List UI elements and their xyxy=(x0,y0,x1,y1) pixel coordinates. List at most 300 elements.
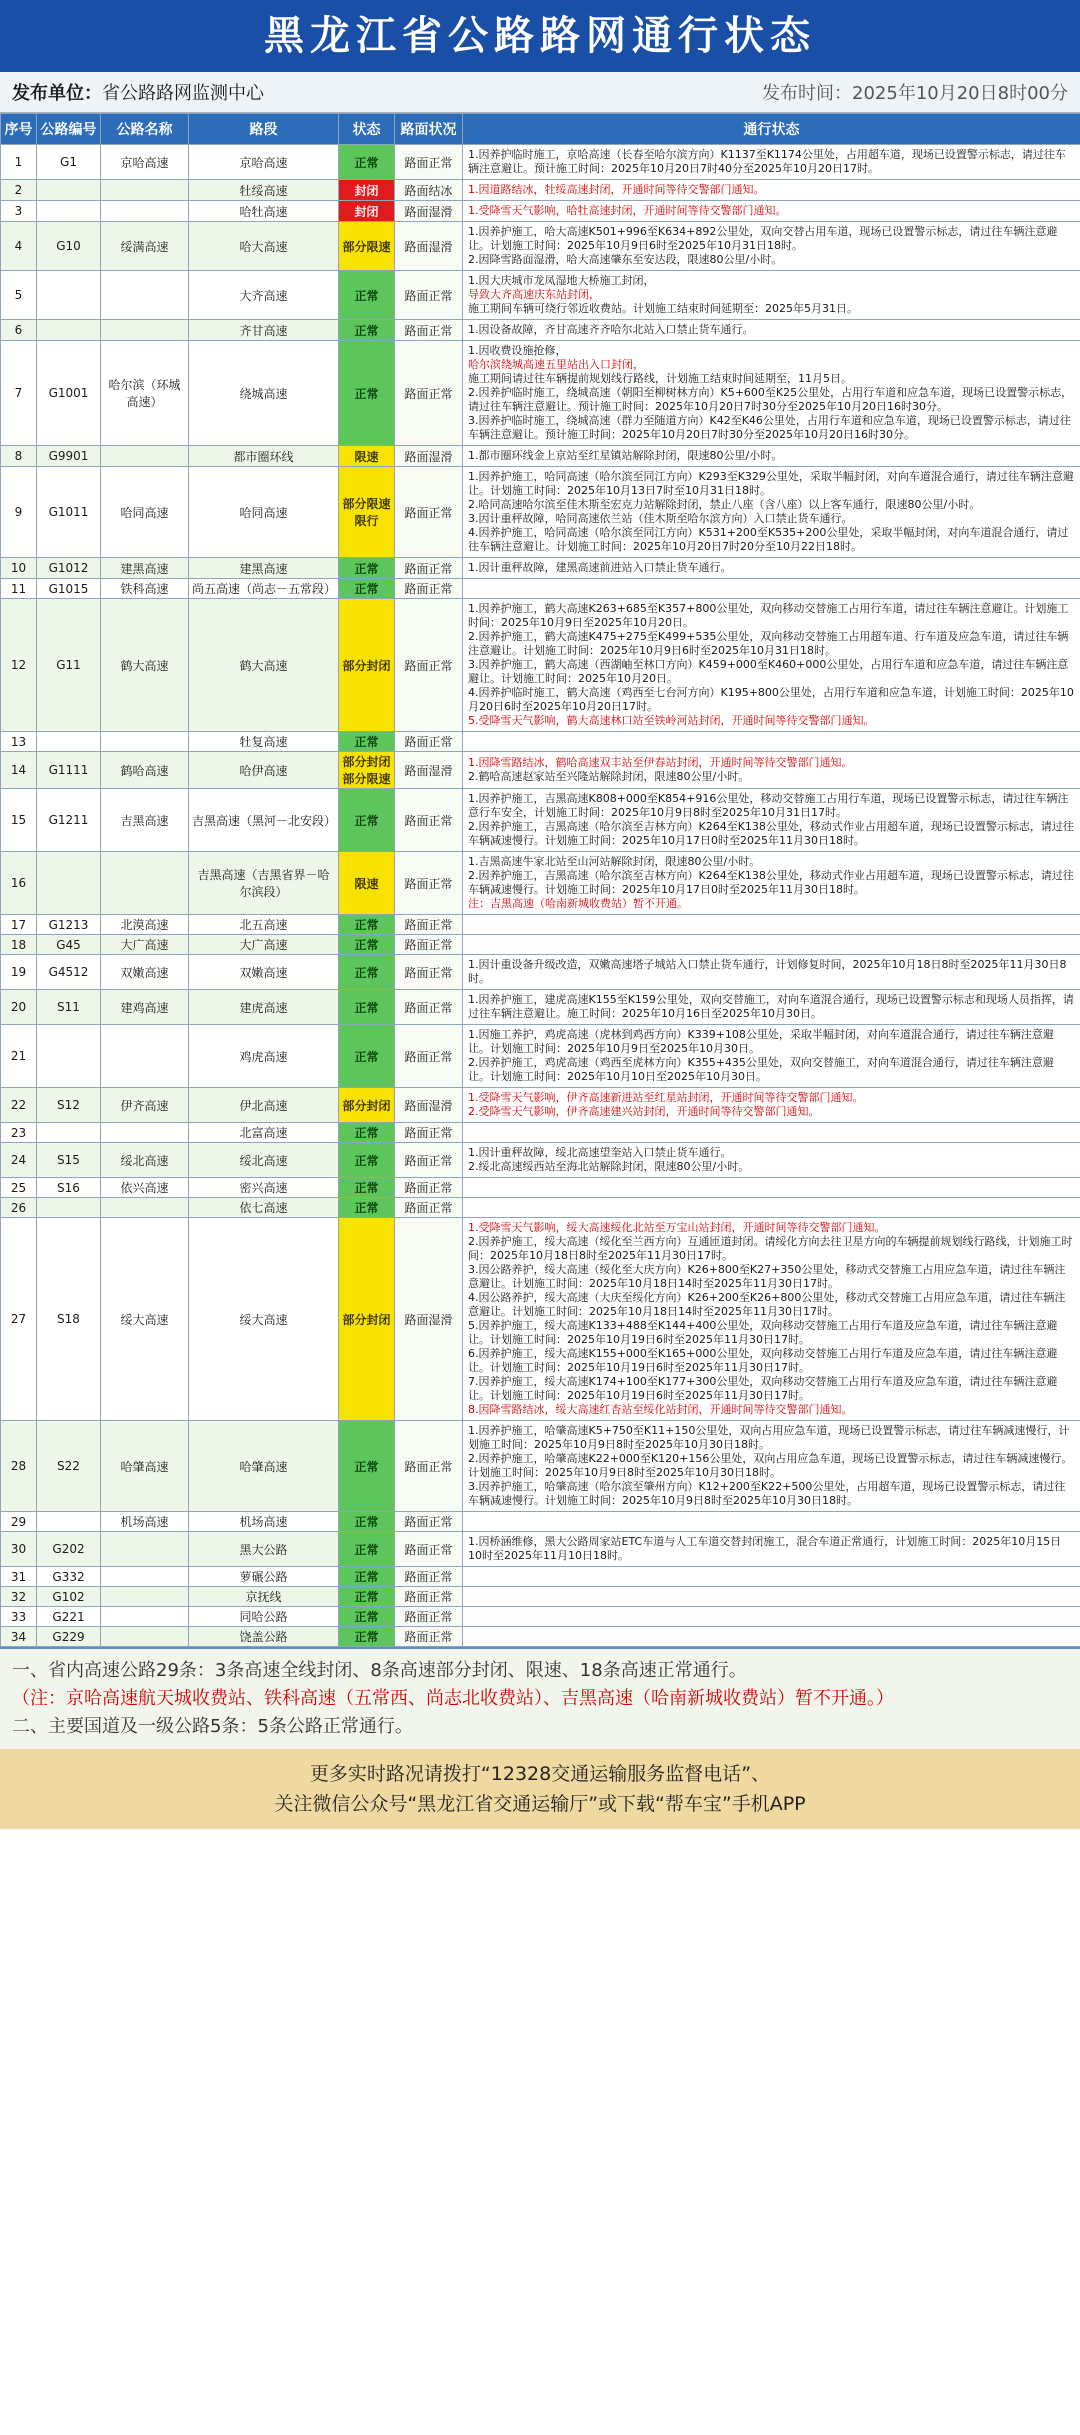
row-description xyxy=(463,1421,1080,1512)
row-description xyxy=(463,852,1080,915)
row-section: 黑大公路 xyxy=(189,1532,339,1567)
row-section: 京抚线 xyxy=(189,1587,339,1607)
row-description xyxy=(463,1198,1080,1218)
row-description xyxy=(463,1607,1080,1627)
row-condition: 路面正常 xyxy=(395,1178,463,1198)
row-description xyxy=(463,579,1080,599)
row-name: 吉黑高速 xyxy=(101,789,189,852)
row-status: 正常 xyxy=(339,145,395,180)
row-code: G202 xyxy=(37,1532,101,1567)
row-seq: 16 xyxy=(1,852,37,915)
row-code xyxy=(37,320,101,341)
row-code xyxy=(37,1512,101,1532)
row-seq: 21 xyxy=(1,1025,37,1088)
publisher-label: 发布单位： xyxy=(12,83,102,104)
row-section: 都市圈环线 xyxy=(189,446,339,467)
row-condition: 路面正常 xyxy=(395,789,463,852)
row-section: 伊北高速 xyxy=(189,1088,339,1123)
row-name xyxy=(101,1025,189,1088)
description-line: 2.受降雪天气影响，伊齐高速建兴站封闭，开通时间等待交警部门通知。 xyxy=(468,1105,820,1118)
row-name xyxy=(101,1532,189,1567)
row-status: 正常 xyxy=(339,1627,395,1647)
road-status-table xyxy=(0,113,1080,1647)
row-code: S11 xyxy=(37,990,101,1025)
description-line: 施工期间请过往车辆提前规划线行路线，计划施工结束时间延期至，11月5日。 xyxy=(468,372,852,385)
row-seq: 15 xyxy=(1,789,37,852)
row-description xyxy=(463,955,1080,990)
description-line: 2.因养护施工，吉黑高速（哈尔滨至吉林方向）K264至K138公里处，移动式作业占用超车道，现场已设置警示标志，请过往车辆减速慢行。计划施工时间：2025年10月17日0时至2025年11月30日18时。 xyxy=(468,869,1074,896)
row-status: 正常 xyxy=(339,1198,395,1218)
row-section: 京哈高速 xyxy=(189,145,339,180)
row-status: 封闭 xyxy=(339,180,395,201)
description-line: 2.哈同高速哈尔滨至佳木斯至宏克力站解除封闭，禁止八座（含八座）以上客车通行，限速80公里/小时。 xyxy=(468,498,981,511)
row-description xyxy=(463,990,1080,1025)
row-seq: 12 xyxy=(1,599,37,732)
table-row xyxy=(1,1532,1080,1567)
row-description xyxy=(463,1218,1080,1421)
row-section: 建虎高速 xyxy=(189,990,339,1025)
row-seq: 32 xyxy=(1,1587,37,1607)
row-condition: 路面正常 xyxy=(395,467,463,558)
row-seq: 34 xyxy=(1,1627,37,1647)
row-seq: 22 xyxy=(1,1088,37,1123)
row-code xyxy=(37,732,101,752)
row-seq: 31 xyxy=(1,1567,37,1587)
row-section: 饶盖公路 xyxy=(189,1627,339,1647)
row-name: 建鸡高速 xyxy=(101,990,189,1025)
row-status: 限速 xyxy=(339,446,395,467)
row-section: 尚五高速（尚志－五常段） xyxy=(189,579,339,599)
table-row xyxy=(1,1607,1080,1627)
row-condition: 路面湿滑 xyxy=(395,752,463,789)
row-section: 北五高速 xyxy=(189,915,339,935)
row-status: 正常 xyxy=(339,935,395,955)
table-row xyxy=(1,990,1080,1025)
table-row xyxy=(1,271,1080,320)
row-name xyxy=(101,1587,189,1607)
description-line: 1.受降雪天气影响，伊齐高速新进站至红星站封闭，开通时间等待交警部门通知。 xyxy=(468,1091,864,1104)
row-section: 哈肇高速 xyxy=(189,1421,339,1512)
row-status: 限速 xyxy=(339,852,395,915)
row-code: G1015 xyxy=(37,579,101,599)
table-row xyxy=(1,935,1080,955)
row-condition: 路面正常 xyxy=(395,732,463,752)
table-row xyxy=(1,1178,1080,1198)
row-seq: 27 xyxy=(1,1218,37,1421)
table-row xyxy=(1,201,1080,222)
table-row xyxy=(1,222,1080,271)
table-row xyxy=(1,915,1080,935)
row-condition: 路面正常 xyxy=(395,271,463,320)
row-condition: 路面正常 xyxy=(395,1421,463,1512)
table-row xyxy=(1,752,1080,789)
header-status: 状态 xyxy=(339,114,395,145)
description-line: 1.因养护施工，哈大高速K501+996至K634+892公里处，双向交替占用车道，现场已设置警示标志，请过往车辆注意避让。计划施工时间：2025年10月9日6时至2025年10月31日18时。 xyxy=(468,225,1058,252)
row-condition: 路面湿滑 xyxy=(395,1088,463,1123)
row-description xyxy=(463,1088,1080,1123)
row-name: 鹤哈高速 xyxy=(101,752,189,789)
row-status: 正常 xyxy=(339,990,395,1025)
row-code xyxy=(37,852,101,915)
row-name: 建黑高速 xyxy=(101,558,189,579)
row-condition: 路面正常 xyxy=(395,558,463,579)
page-title: 黑龙江省公路路网通行状态 xyxy=(0,0,1080,72)
row-condition: 路面正常 xyxy=(395,1512,463,1532)
row-condition: 路面正常 xyxy=(395,915,463,935)
row-name: 机场高速 xyxy=(101,1512,189,1532)
row-seq: 24 xyxy=(1,1143,37,1178)
row-section: 绥北高速 xyxy=(189,1143,339,1178)
row-code: G1011 xyxy=(37,467,101,558)
description-line: 1.受降雪天气影响，绥大高速绥化北站至万宝山站封闭，开通时间等待交警部门通知。 xyxy=(468,1221,886,1234)
row-seq: 25 xyxy=(1,1178,37,1198)
row-name xyxy=(101,446,189,467)
row-name xyxy=(101,320,189,341)
row-condition: 路面正常 xyxy=(395,852,463,915)
row-name: 伊齐高速 xyxy=(101,1088,189,1123)
description-line: 3.因养护临时施工，绕城高速（群力至随道方向）K42至K46公里处，占用行车道和应急车道，现场已设置警示标志，请过往车辆注意避让。预计施工时间：2025年10月20日7时30分至2025年10月20日16时30分。 xyxy=(468,414,1071,441)
row-code: S16 xyxy=(37,1178,101,1198)
row-name: 哈肇高速 xyxy=(101,1421,189,1512)
row-description xyxy=(463,145,1080,180)
row-seq: 17 xyxy=(1,915,37,935)
publisher-value: 省公路路网监测中心 xyxy=(102,83,264,104)
row-code: G332 xyxy=(37,1567,101,1587)
row-code: G102 xyxy=(37,1587,101,1607)
summary-line-3: 二、主要国道及一级公路5条：5条公路正常通行。 xyxy=(12,1716,413,1737)
row-name: 绥北高速 xyxy=(101,1143,189,1178)
row-code: G1111 xyxy=(37,752,101,789)
row-section: 哈大高速 xyxy=(189,222,339,271)
footer-line-1: 更多实时路况请拨打“12328交通运输服务监督电话”、 xyxy=(309,1763,771,1785)
description-line: 1.因养护施工，哈同高速（哈尔滨至同江方向）K293至K329公里处，采取半幅封闭，对向车道混合通行，请过往车辆注意避让。计划施工时间：2025年10月13日7时至10月31日18时。 xyxy=(468,470,1074,497)
row-name: 双嫩高速 xyxy=(101,955,189,990)
row-description xyxy=(463,201,1080,222)
description-line: 1.受降雪天气影响，哈牡高速封闭，开通时间等待交警部门通知。 xyxy=(468,204,787,217)
row-condition: 路面正常 xyxy=(395,145,463,180)
row-section: 绥大高速 xyxy=(189,1218,339,1421)
description-line: 1.因计重秤故障，绥北高速望奎站入口禁止货车通行。 xyxy=(468,1146,732,1159)
description-line: 1.因计重秤故障，建黑高速前进站入口禁止货车通行。 xyxy=(468,561,732,574)
table-row xyxy=(1,1143,1080,1178)
row-code: G11 xyxy=(37,599,101,732)
row-description xyxy=(463,446,1080,467)
table-row xyxy=(1,341,1080,446)
row-seq: 5 xyxy=(1,271,37,320)
row-seq: 6 xyxy=(1,320,37,341)
row-code xyxy=(37,201,101,222)
row-condition: 路面正常 xyxy=(395,1198,463,1218)
row-status: 正常 xyxy=(339,558,395,579)
row-code: S12 xyxy=(37,1088,101,1123)
row-section: 密兴高速 xyxy=(189,1178,339,1198)
table-body xyxy=(1,145,1080,1647)
description-line: 1.因道路结冰，牡绥高速封闭，开通时间等待交警部门通知。 xyxy=(468,183,765,196)
row-status: 正常 xyxy=(339,1143,395,1178)
row-name: 绥大高速 xyxy=(101,1218,189,1421)
row-code: G4512 xyxy=(37,955,101,990)
row-condition: 路面正常 xyxy=(395,990,463,1025)
summary-line-1: 一、省内高速公路29条：3条高速全线封闭、8条高速部分封闭、限速、18条高速正常通行。 xyxy=(12,1660,747,1681)
description-line: 1.因养护施工，吉黑高速K808+000至K854+916公里处，移动交替施工占用行车道，现场已设置警示标志，请过往车辆注意行车安全，计划施工时间：2025年10月9日8时至2025年10月31日17时。 xyxy=(468,792,1069,819)
description-line: 注：吉黑高速（哈南新城收费站）暂不开通。 xyxy=(468,897,688,910)
row-seq: 11 xyxy=(1,579,37,599)
row-code: G10 xyxy=(37,222,101,271)
description-line: 1.因大庆城市龙凤湿地大桥施工封闭， xyxy=(468,274,655,287)
description-line: 1.因养护施工，哈肇高速K5+750至K11+150公里处，双向占用应急车道，现场已设置警示标志，请过往车辆减速慢行，计划施工时间：2025年10月9日8时至2025年10月30日18时。 xyxy=(468,1424,1070,1451)
table-row xyxy=(1,1198,1080,1218)
row-name: 依兴高速 xyxy=(101,1178,189,1198)
row-name xyxy=(101,271,189,320)
row-seq: 10 xyxy=(1,558,37,579)
row-code xyxy=(37,271,101,320)
header-condition: 路面状况 xyxy=(395,114,463,145)
description-line: 4.因公路养护，绥大高速（大庆至绥化方向）K26+200至K26+800公里处，移动式交替施工占用应急车道，请过往车辆注意避让。计划施工时间：2025年10月18日14时至2025年11月30日17时。 xyxy=(468,1291,1066,1318)
description-line: 2.因降雪路面湿滑，哈大高速肇东至安达段，限速80公里/小时。 xyxy=(468,253,783,266)
row-section: 哈牡高速 xyxy=(189,201,339,222)
row-condition: 路面正常 xyxy=(395,1587,463,1607)
table-row xyxy=(1,1025,1080,1088)
row-code: S22 xyxy=(37,1421,101,1512)
description-line: 1.因施工养护，鸡虎高速（虎林到鸡西方向）K339+108公里处，采取半幅封闭，对向车道混合通行，请过往车辆注意避让。计划施工时间：2025年10月9日至2025年10月30日。 xyxy=(468,1028,1054,1055)
row-condition: 路面正常 xyxy=(395,1532,463,1567)
row-status: 正常 xyxy=(339,341,395,446)
row-description xyxy=(463,915,1080,935)
row-status: 正常 xyxy=(339,955,395,990)
row-description xyxy=(463,1587,1080,1607)
row-seq: 4 xyxy=(1,222,37,271)
row-section: 同哈公路 xyxy=(189,1607,339,1627)
table-row xyxy=(1,145,1080,180)
row-section: 北富高速 xyxy=(189,1123,339,1143)
header-code: 公路编号 xyxy=(37,114,101,145)
row-code: G1211 xyxy=(37,789,101,852)
table-row xyxy=(1,852,1080,915)
row-status: 正常 xyxy=(339,271,395,320)
row-name: 鹤大高速 xyxy=(101,599,189,732)
description-line: 6.因养护施工，绥大高速K155+000至K165+000公里处，双向移动交替施工占用行车道及应急车道，请过往车辆注意避让。计划施工时间：2025年10月19日6时至2025年11月30日17时。 xyxy=(468,1347,1058,1374)
description-line: 3.因养护施工，鹤大高速（西湖岫至林口方向）K459+000至K460+000公里处，占用行车道和应急车道，请过往车辆注意避让。计划施工时间：2025年10月20日。 xyxy=(468,658,1069,685)
table-row xyxy=(1,789,1080,852)
row-status: 正常 xyxy=(339,579,395,599)
row-seq: 14 xyxy=(1,752,37,789)
row-description xyxy=(463,1532,1080,1567)
row-status: 正常 xyxy=(339,732,395,752)
row-description xyxy=(463,752,1080,789)
row-description xyxy=(463,558,1080,579)
row-name xyxy=(101,852,189,915)
row-status: 部分限速 xyxy=(339,222,395,271)
row-code: G1213 xyxy=(37,915,101,935)
description-line: 施工期间车辆可绕行邻近收费站。计划施工结束时间延期至：2025年5月31日。 xyxy=(468,302,858,315)
row-section: 大广高速 xyxy=(189,935,339,955)
row-name xyxy=(101,732,189,752)
description-line: 1.因收费设施抢修， xyxy=(468,344,567,357)
header-section: 路段 xyxy=(189,114,339,145)
row-code: G45 xyxy=(37,935,101,955)
row-seq: 8 xyxy=(1,446,37,467)
header-description: 通行状态 xyxy=(463,114,1080,145)
table-row xyxy=(1,180,1080,201)
description-line: 2.因养护施工，哈肇高速K22+000至K120+156公里处，双向占用应急车道，现场已设置警示标志，请过往车辆减速慢行。计划施工时间：2025年10月9日8时至2025年10月30日18时。 xyxy=(468,1452,1073,1479)
row-section: 绕城高速 xyxy=(189,341,339,446)
row-seq: 3 xyxy=(1,201,37,222)
description-line: 2.因养护施工，鸡虎高速（鸡西至虎林方向）K355+435公里处，双向交替施工，对向车道混合通行，请过往车辆注意避让。计划施工时间：2025年10月10日至2025年10月30日。 xyxy=(468,1056,1054,1083)
row-status: 正常 xyxy=(339,320,395,341)
row-description xyxy=(463,789,1080,852)
row-name xyxy=(101,201,189,222)
row-section: 鹤大高速 xyxy=(189,599,339,732)
row-description xyxy=(463,271,1080,320)
row-code: G1 xyxy=(37,145,101,180)
table-row xyxy=(1,1421,1080,1512)
row-status: 正常 xyxy=(339,1123,395,1143)
row-status: 部分限速限行 xyxy=(339,467,395,558)
row-status: 正常 xyxy=(339,915,395,935)
row-name xyxy=(101,1607,189,1627)
row-name xyxy=(101,1627,189,1647)
table-row xyxy=(1,1088,1080,1123)
header-seq: 序号 xyxy=(1,114,37,145)
table-row xyxy=(1,1567,1080,1587)
row-name xyxy=(101,1567,189,1587)
row-description xyxy=(463,599,1080,732)
row-seq: 26 xyxy=(1,1198,37,1218)
row-seq: 18 xyxy=(1,935,37,955)
row-condition: 路面正常 xyxy=(395,1627,463,1647)
table-row xyxy=(1,955,1080,990)
description-line: 5.因养护施工，绥大高速K133+488至K144+400公里处，双向移动交替施工占用行车道及应急车道，请过往车辆注意避让。计划施工时间：2025年10月19日6时至2025年11月30日17时。 xyxy=(468,1319,1058,1346)
row-condition: 路面湿滑 xyxy=(395,222,463,271)
row-section: 牡复高速 xyxy=(189,732,339,752)
description-line: 3.因计重秤故障，哈同高速依兰站（佳木斯至哈尔滨方向）入口禁止货车通行。 xyxy=(468,512,853,525)
description-line: 7.因养护施工，绥大高速K174+100至K177+300公里处，双向移动交替施工占用行车道及应急车道，请过往车辆注意避让。计划施工时间：2025年10月19日6时至2025年11月30日17时。 xyxy=(468,1375,1058,1402)
row-section: 哈同高速 xyxy=(189,467,339,558)
publish-time-value: 2025年10月20日8时00分 xyxy=(852,83,1068,104)
row-status: 正常 xyxy=(339,1532,395,1567)
description-line: 1.都市圈环线金上京站至红星镇站解除封闭，限速80公里/小时。 xyxy=(468,449,783,462)
row-seq: 19 xyxy=(1,955,37,990)
table-row xyxy=(1,1218,1080,1421)
row-section: 鸡虎高速 xyxy=(189,1025,339,1088)
description-line: 4.因养护临时施工，鹤大高速（鸡西至七台河方向）K195+800公里处，占用行车道和应急车道，计划施工时间：2025年10月20日6时至2025年10月20日17时。 xyxy=(468,686,1074,713)
table-row xyxy=(1,732,1080,752)
row-name: 铁科高速 xyxy=(101,579,189,599)
row-section: 双嫩高速 xyxy=(189,955,339,990)
row-description xyxy=(463,1178,1080,1198)
row-section: 机场高速 xyxy=(189,1512,339,1532)
row-condition: 路面湿滑 xyxy=(395,1218,463,1421)
row-code: G221 xyxy=(37,1607,101,1627)
row-description xyxy=(463,935,1080,955)
row-description xyxy=(463,732,1080,752)
row-status: 正常 xyxy=(339,1512,395,1532)
row-status: 封闭 xyxy=(339,201,395,222)
row-name: 北漠高速 xyxy=(101,915,189,935)
row-seq: 1 xyxy=(1,145,37,180)
footer-line-2: 关注微信公众号“黑龙江省交通运输厅”或下载“帮车宝”手机APP xyxy=(274,1793,806,1815)
table-row xyxy=(1,1627,1080,1647)
publisher-info xyxy=(12,79,264,105)
row-status: 正常 xyxy=(339,1178,395,1198)
description-line: 4.因养护施工，哈同高速（哈尔滨至同江方向）K531+200至K535+200公里处，采取半幅封闭，对向车道混合通行，请过往车辆注意避让。计划施工时间：2025年10月20日7时20分至10月22日18时。 xyxy=(468,526,1069,553)
footer-banner xyxy=(0,1749,1080,1829)
publish-time-label: 发布时间： xyxy=(762,83,853,104)
row-section: 萝碾公路 xyxy=(189,1567,339,1587)
row-description xyxy=(463,1025,1080,1088)
row-status: 部分封闭 xyxy=(339,1088,395,1123)
row-seq: 28 xyxy=(1,1421,37,1512)
row-condition: 路面正常 xyxy=(395,320,463,341)
table-row xyxy=(1,1123,1080,1143)
row-seq: 23 xyxy=(1,1123,37,1143)
description-line: 1.因计重设备升级改造，双嫩高速塔子城站入口禁止货车通行，计划修复时间，2025年10月18日8时至2025年11月30日8时。 xyxy=(468,958,1067,985)
row-code: G1012 xyxy=(37,558,101,579)
row-condition: 路面正常 xyxy=(395,955,463,990)
row-condition: 路面正常 xyxy=(395,1607,463,1627)
row-code: G229 xyxy=(37,1627,101,1647)
table-row xyxy=(1,599,1080,732)
row-status: 部分封闭部分限速 xyxy=(339,752,395,789)
row-status: 正常 xyxy=(339,1587,395,1607)
description-line: 1.因养护施工，建虎高速K155至K159公里处，双向交替施工，对向车道混合通行，现场已设置警示标志和现场人员指挥，请过往车辆注意避让。施工时间：2025年10月16日至2025年10月30日。 xyxy=(468,993,1074,1020)
row-name xyxy=(101,1123,189,1143)
table-row xyxy=(1,579,1080,599)
row-condition: 路面正常 xyxy=(395,579,463,599)
description-line: 1.因桥涵维修，黑大公路周家站ETC车道与人工车道交替封闭施工，混合车道正常通行，计划施工时间：2025年10月15日10时至2025年11月10日18时。 xyxy=(468,1535,1062,1562)
row-condition: 路面正常 xyxy=(395,1025,463,1088)
row-section: 吉黑高速（黑河－北安段） xyxy=(189,789,339,852)
row-name xyxy=(101,180,189,201)
description-line: 2.鹤哈高速赵家站至兴隆站解除封闭，限速80公里/小时。 xyxy=(468,770,750,783)
row-description xyxy=(463,467,1080,558)
row-code: G1001 xyxy=(37,341,101,446)
row-condition: 路面正常 xyxy=(395,1123,463,1143)
description-line: 1.因养护临时施工，京哈高速（长春至哈尔滨方向）K1137至K1174公里处，占用超车道，现场已设置警示标志，请过往车辆注意避让。预计施工时间：2025年10月20日7时40分至2025年10月20日17时。 xyxy=(468,148,1066,175)
row-status: 部分封闭 xyxy=(339,1218,395,1421)
row-section: 哈伊高速 xyxy=(189,752,339,789)
row-code xyxy=(37,1198,101,1218)
row-seq: 9 xyxy=(1,467,37,558)
row-condition: 路面湿滑 xyxy=(395,201,463,222)
description-line: 3.因养护施工，哈肇高速（哈尔滨至肇州方向）K12+200至K22+500公里处，占用超车道，现场已设置警示标志，请过往车辆减速慢行。计划施工时间：2025年10月9日8时至2025年10月30日18时。 xyxy=(468,1480,1066,1507)
publish-time xyxy=(762,79,1068,105)
description-line: 2.因养护施工，鹤大高速K475+275至K499+535公里处，双向移动交替施工占用超车道、行车道及应急车道，请过往车辆注意避让。计划施工时间：2025年10月9日6时至2025年10月31日18时。 xyxy=(468,630,1069,657)
row-description xyxy=(463,320,1080,341)
row-name: 绥满高速 xyxy=(101,222,189,271)
summary-line-2: （注：京哈高速航天城收费站、铁科高速（五常西、尚志北收费站）、吉黑高速（哈南新城收费站）暂不开通。） xyxy=(12,1688,894,1709)
description-line: 2.因养护施工，吉黑高速（哈尔滨至吉林方向）K264至K138公里处，移动式作业占用超车道，现场已设置警示标志，请过往车辆减速慢行。计划施工时间：2025年10月17日0时至2025年11月30日18时。 xyxy=(468,820,1074,847)
description-line: 5.受降雪天气影响，鹤大高速林口站至铁岭河站封闭，开通时间等待交警部门通知。 xyxy=(468,714,875,727)
row-section: 建黑高速 xyxy=(189,558,339,579)
description-line: 1.因降雪路结冰，鹤哈高速双丰站至伊春站封闭，开通时间等待交警部门通知。 xyxy=(468,756,853,769)
row-description xyxy=(463,222,1080,271)
row-seq: 20 xyxy=(1,990,37,1025)
row-description xyxy=(463,1627,1080,1647)
row-seq: 30 xyxy=(1,1532,37,1567)
summary-block xyxy=(0,1647,1080,1749)
row-name: 大广高速 xyxy=(101,935,189,955)
row-description xyxy=(463,180,1080,201)
row-section: 齐甘高速 xyxy=(189,320,339,341)
row-description xyxy=(463,341,1080,446)
row-name xyxy=(101,1198,189,1218)
row-code xyxy=(37,180,101,201)
description-line: 导致大齐高速庆东站封闭， xyxy=(468,288,600,301)
row-condition: 路面正常 xyxy=(395,1143,463,1178)
publish-bar xyxy=(0,72,1080,113)
row-status: 正常 xyxy=(339,789,395,852)
